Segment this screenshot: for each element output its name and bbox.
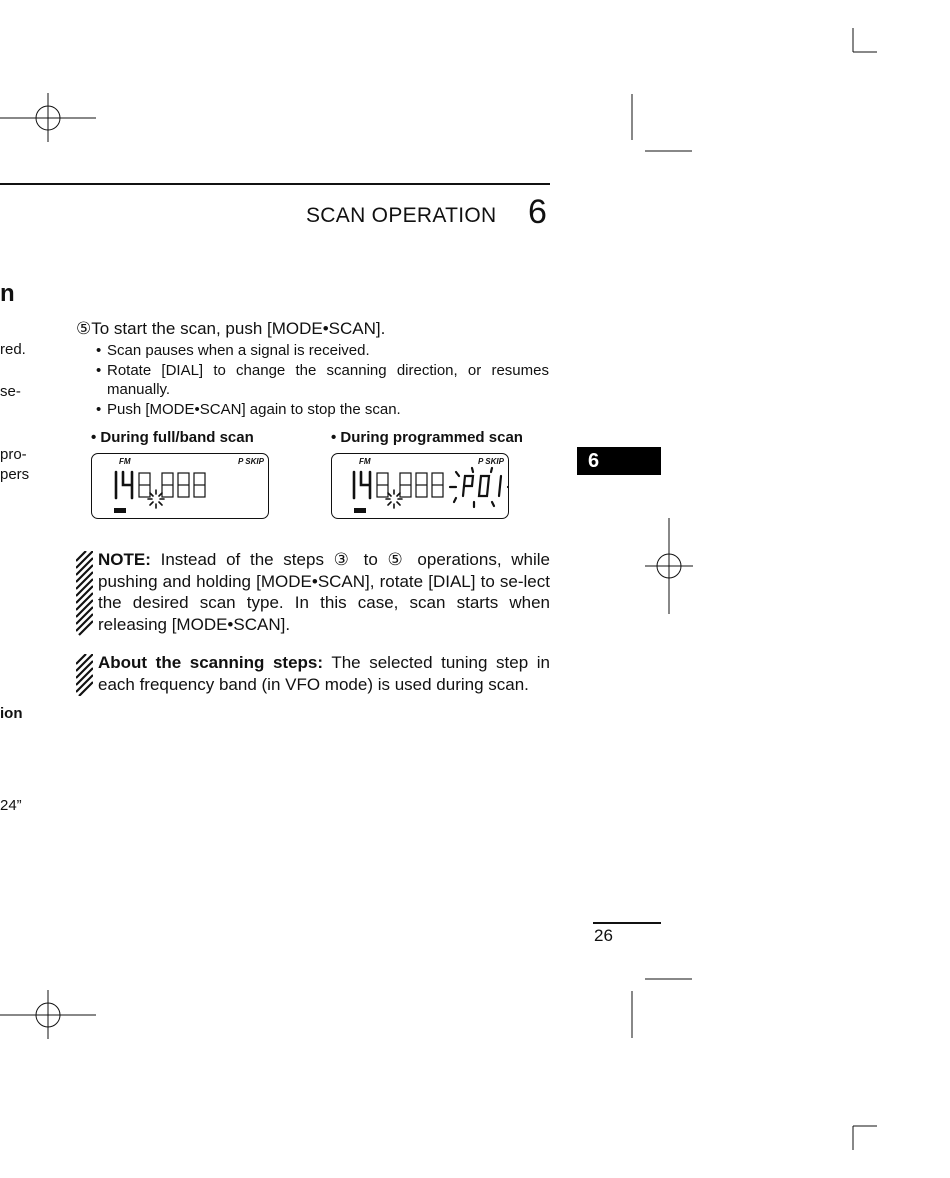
left-fragment: pers [0,466,30,483]
left-fragment: red. [0,341,26,358]
mode-label: FM [119,457,131,466]
lcd-segment-digits [92,454,268,518]
page-number-rule [593,922,661,924]
note-block [76,549,550,635]
lcd-segment-digits [332,454,508,518]
left-fragment: n [0,280,15,307]
step-bullets [96,341,549,419]
chapter-tab: 6 [577,447,661,475]
hatch-icon [76,654,93,696]
note-text: The selected tuning step in each frequency band (in VFO mode) is used during scan. [98,653,550,694]
display-caption-full-band: • During full/band scan [91,429,254,446]
left-fragment: 24” [0,797,22,814]
skip-label: P SKIP [478,457,504,466]
left-fragment: ion [0,705,23,722]
section-number: 6 [528,193,547,231]
bullet-item: • Rotate [DIAL] to change the scanning direction, or resumes manually. [96,361,549,398]
page-number: 26 [594,926,613,945]
step-marker: ⑤ [76,319,92,338]
lcd-display-programmed [331,453,509,519]
header-rule [0,183,550,185]
note-text: Instead of the steps ③ to ⑤ operations, while pushing and holding [MODE•SCAN], rotate [DIAL] to se-lect the desired scan type. In this case, scan starts when releasing [MODE•SCAN]. [98,550,550,634]
step-5 [76,319,556,339]
mode-label: FM [359,457,371,466]
left-fragment: pro- [0,446,27,463]
bullet-item: • Push [MODE•SCAN] again to stop the scan. [96,400,401,418]
section-title: SCAN OPERATION [306,204,497,227]
note-label: NOTE: [98,550,151,569]
hatch-icon [76,551,93,637]
scanning-steps-note [76,652,550,695]
note-label: About the scanning steps: [98,653,324,672]
display-caption-programmed: • During programmed scan [331,429,523,446]
bullet-item: • Scan pauses when a signal is received. [96,342,370,359]
left-fragment: se- [0,383,21,400]
skip-label: P SKIP [238,457,264,466]
step-text: To start the scan, push [MODE•SCAN]. [91,319,386,338]
lcd-display-full-band [91,453,269,519]
